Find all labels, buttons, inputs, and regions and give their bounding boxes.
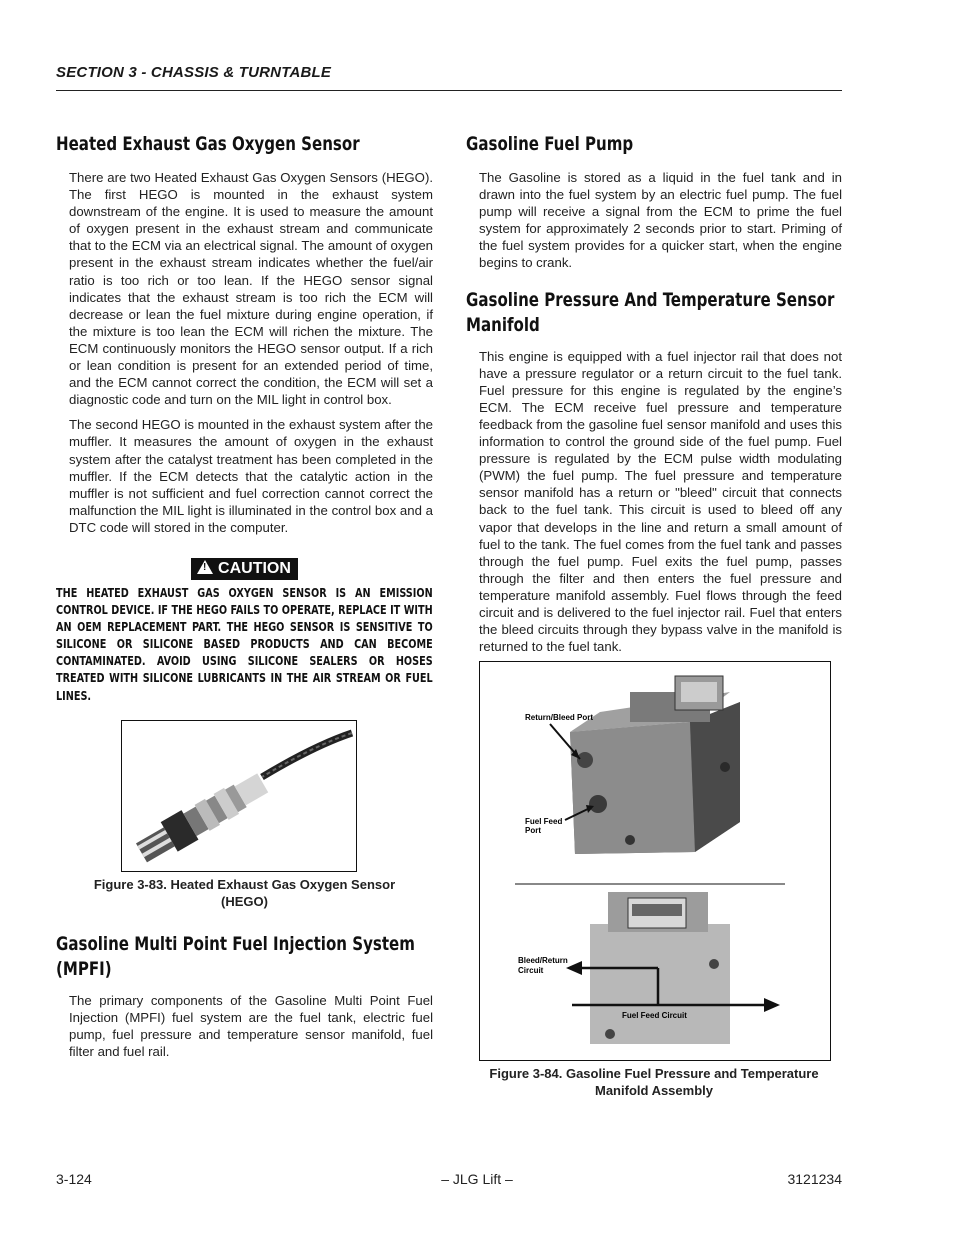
hego-paragraph-1: There are two Heated Exhaust Gas Oxygen Sensors (HEGO). The first HEGO is mounted in the exhaust system downstream of the engine. It is used to measure the amount of oxygen present in the exhaust stream and communicate that to the ECM via an electrical signal. The amount of oxygen present in the exhaust stream indicates whether the fuel/air ratio is too rich or too lean. If the HEGO sensor signal indicates that the exhaust stream is too rich the ECM will decrease or lean the fuel mixture during engine operation, if the mixture is too lean the ECM will richen the mixture. The ECM continuously monitors the HEGO sensor output. If a rich or lean condition is present for an extended period of time, and the ECM cannot correct the condition, the ECM will set a diagnostic code and turn on the MIL light in control box. bbox=[69, 170, 433, 408]
left-column bbox=[56, 132, 433, 1060]
label-fuel-feed-circuit: Fuel Feed Circuit bbox=[622, 1011, 687, 1021]
figure-3-83-caption: Figure 3-83. Heated Exhaust Gas Oxygen Sensor (HEGO) bbox=[93, 876, 396, 909]
label-fuel-feed-port: Fuel Feed bbox=[525, 817, 563, 827]
caution-text: THE HEATED EXHAUST GAS OXYGEN SENSOR IS AN EMISSION CONTROL DEVICE. IF THE HEGO FAILS TO OPERATE, REPLACE IT WITH AN OEM REPLACEMENT PART. THE HEGO SENSOR IS SENSITIVE TO SILICONE OR SILICONE BASED PRODUCTS AND CAN BECOME CONTAMINATED. AVOID USING SILICONE SEALERS OR HOSES TREATED WITH SILICONE LUBRICANTS IN THE AIR STREAM OR FUEL LINES. bbox=[56, 584, 433, 703]
figure-3-84-caption: Figure 3-84. Gasoline Fuel Pressure and Temperature Manifold Assembly bbox=[489, 1066, 819, 1099]
manifold-figure bbox=[479, 661, 831, 1061]
fuel-pump-paragraph: The Gasoline is stored as a liquid in the fuel tank and in drawn into the fuel system by an electric fuel pump. The fuel pump will receive a signal from the ECM to prime the fuel system for approximately 2 seconds prior to start. Priming of the fuel system provides for a quicker start, when the engine begins to crank. bbox=[479, 170, 842, 271]
hego-paragraph-2: The second HEGO is mounted in the exhaust system after the muffler. It measures the amount of oxygen in the exhaust system after the catalyst treatment has been completed in the muffler. If the ECM detects that the catalytic action in the muffler is not sufficient and fuel correction cannot correct the malfunction the MIL light is illuminated in the control box and a DTC code will stored in the computer. bbox=[69, 417, 433, 535]
manifold-illustration bbox=[480, 662, 830, 1060]
label-return-bleed-port: Return/Bleed Port bbox=[525, 713, 594, 723]
section-title: SECTION 3 - CHASSIS & TURNTABLE bbox=[56, 64, 332, 81]
footer-doc-number: 3121234 bbox=[787, 1171, 842, 1187]
heading-hego: Heated Exhaust Gas Oxygen Sensor bbox=[56, 133, 360, 155]
label-bleed-return-circuit: Bleed/Return bbox=[518, 956, 568, 966]
section-header bbox=[56, 64, 842, 91]
warning-icon bbox=[197, 560, 213, 574]
hego-sensor-illustration bbox=[122, 721, 356, 871]
caution-banner bbox=[56, 558, 433, 580]
footer-center: – JLG Lift – bbox=[441, 1171, 513, 1187]
mpfi-paragraph: The primary components of the Gasoline Multi Point Fuel Injection (MPFI) fuel system are the fuel tank, electric fuel pump, fuel pressure and temperature sensor manifold, fuel filter and fuel rail. bbox=[69, 992, 433, 1059]
caution-label: !CAUTION bbox=[191, 558, 298, 580]
footer-page-number: 3-124 bbox=[56, 1171, 92, 1187]
heading-mpfi: Gasoline Multi Point Fuel Injection System (MPFI) bbox=[56, 932, 415, 980]
heading-fuel-pump: Gasoline Fuel Pump bbox=[466, 133, 634, 155]
svg-text:Circuit: Circuit bbox=[518, 966, 544, 976]
hego-figure bbox=[121, 720, 357, 872]
right-column bbox=[466, 132, 842, 1099]
manifold-paragraph: This engine is equipped with a fuel injector rail that does not have a pressure regulator or a return circuit to the fuel tank. Fuel pressure for this engine is regulated by the engine’s ECM. The ECM receive fuel pressure and temperature feedback from the gasoline fuel sensor manifold and uses this information to control the ground side of the fuel pump. Fuel pressure is regulated by the ECM pulse width modulating (PWM) the fuel pump. The fuel pressure and temperature sensor manifold has a return or "bleed" circuit that connects back to the fuel tank. This circuit is used to bleed off any vapor that develops in the line and return a small amount of fuel to the tank. The fuel comes from the fuel tank and passes through the fuel pump. Fuel exits the fuel pump, passes through the filter and then enters the fuel pressure and temperature manifold assembly. Fuel flows through the feed circuit and is delivered to the fuel injector rail. Fuel that enters the bleed circuits through they bypass valve in the manifold is returned to the fuel tank. bbox=[479, 348, 842, 655]
heading-pressure-manifold: Gasoline Pressure And Temperature Sensor Manifold bbox=[466, 288, 835, 336]
svg-text:Port: Port bbox=[525, 826, 541, 836]
